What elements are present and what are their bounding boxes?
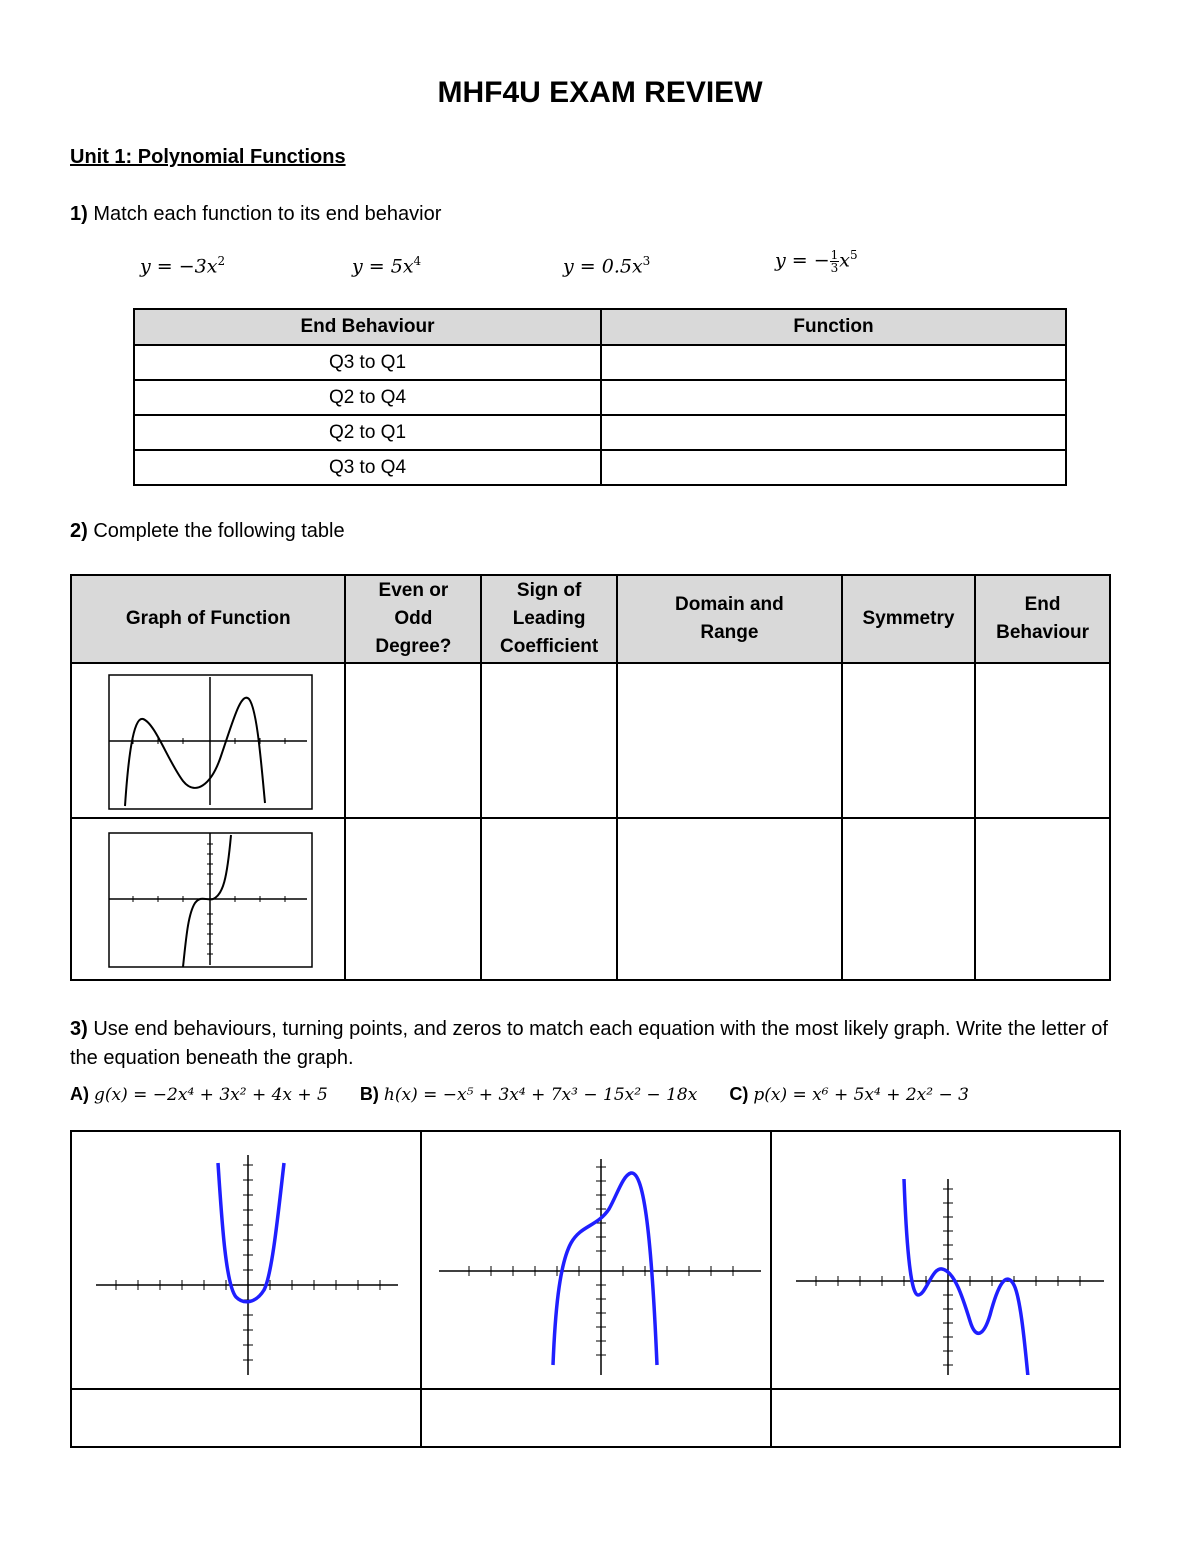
function-1: $y = -3x^2$: [140, 254, 226, 278]
fraction: $\frac{1}{3}$: [830, 247, 839, 275]
column-header: Domain and Range: [617, 575, 842, 663]
question-number: 1): [70, 203, 88, 225]
graph-cell: [71, 818, 345, 980]
column-header: Sign of Leading Coefficient: [481, 575, 617, 663]
unit-heading: Unit 1: Polynomial Functions: [70, 146, 346, 168]
question-text: Use end behaviours, turning points, and zeros to match each equation with the most likely graph. Write the letter of the equation beneath the graph.: [70, 1018, 1108, 1069]
graph-cell: [421, 1131, 771, 1389]
end-behaviour-cell: Q2 to Q4: [134, 380, 601, 415]
answer-cell[interactable]: [975, 818, 1110, 980]
graph-row: [71, 1131, 1120, 1389]
end-behaviour-cell: Q3 to Q4: [134, 450, 601, 485]
table-row: [134, 380, 1066, 415]
option-b-equation: h(x) = −x⁵ + 3x⁴ + 7x³ − 15x² − 18x: [383, 1085, 698, 1105]
question-number: 2): [70, 520, 88, 542]
column-header: Symmetry: [842, 575, 975, 663]
function-2: $y = 5x^4$: [352, 254, 422, 278]
answer-cell[interactable]: [601, 380, 1066, 415]
end-behaviour-table: [133, 308, 1067, 486]
answer-cell[interactable]: [601, 345, 1066, 380]
answer-row: [71, 1389, 1120, 1447]
graph-cell: [771, 1131, 1120, 1389]
column-header: Even or Odd Degree?: [345, 575, 481, 663]
question-text: Complete the following table: [93, 520, 345, 542]
graph-cell: [71, 663, 345, 818]
answer-cell[interactable]: [481, 663, 617, 818]
column-header: Function: [601, 309, 1066, 345]
column-header: Graph of Function: [71, 575, 345, 663]
table-row: [134, 415, 1066, 450]
equation-options: A) g(x) = −2x⁴ + 3x² + 4x + 5 B) h(x) = −x⁵ + 3x⁴ + 7x³ − 15x² − 18x C) p(x) = x⁶ + 5x⁴ + 2x² − 3: [70, 1084, 969, 1105]
graph-analysis-table: [70, 574, 1111, 981]
column-header: End Behaviour: [134, 309, 601, 345]
answer-cell[interactable]: [345, 818, 481, 980]
answer-cell[interactable]: [601, 450, 1066, 485]
table-row: [71, 818, 1110, 980]
answer-cell[interactable]: [345, 663, 481, 818]
answer-cell[interactable]: [842, 818, 975, 980]
answer-cell[interactable]: [617, 663, 842, 818]
end-behaviour-cell: Q2 to Q1: [134, 415, 601, 450]
function-3: $y = 0.5x^3$: [563, 254, 651, 278]
answer-cell[interactable]: [975, 663, 1110, 818]
answer-cell[interactable]: [771, 1389, 1120, 1447]
question-text: Match each function to its end behavior: [93, 203, 442, 225]
graph-odd-quintic: [431, 1145, 761, 1375]
answer-cell[interactable]: [617, 818, 842, 980]
table-header-row: [134, 309, 1066, 345]
answer-cell[interactable]: [842, 663, 975, 818]
graph-matching-table: [70, 1130, 1121, 1448]
table-header-row: [71, 575, 1110, 663]
end-behaviour-cell: Q3 to Q1: [134, 345, 601, 380]
function-4: y = − $\frac{1}{3}$ $x^5$: [775, 247, 858, 275]
answer-cell[interactable]: [421, 1389, 771, 1447]
graph-even-quartic: [86, 1145, 406, 1375]
graph-cubic: [103, 829, 313, 969]
page-title: MHF4U EXAM REVIEW: [437, 76, 763, 109]
graph-even-sextic: [786, 1145, 1106, 1375]
answer-cell[interactable]: [601, 415, 1066, 450]
question-3: [70, 1015, 1130, 1073]
answer-cell[interactable]: [71, 1389, 421, 1447]
table-row: [134, 345, 1066, 380]
question-1: [70, 203, 441, 226]
table-row: [71, 663, 1110, 818]
option-c-equation: p(x) = x⁶ + 5x⁴ + 2x² − 3: [753, 1085, 969, 1105]
table-row: [134, 450, 1066, 485]
question-number: 3): [70, 1018, 88, 1040]
question-2: [70, 520, 345, 543]
graph-quintic: [103, 671, 313, 811]
graph-cell: [71, 1131, 421, 1389]
column-header: End Behaviour: [975, 575, 1110, 663]
option-a-equation: g(x) = −2x⁴ + 3x² + 4x + 5: [94, 1085, 328, 1105]
answer-cell[interactable]: [481, 818, 617, 980]
